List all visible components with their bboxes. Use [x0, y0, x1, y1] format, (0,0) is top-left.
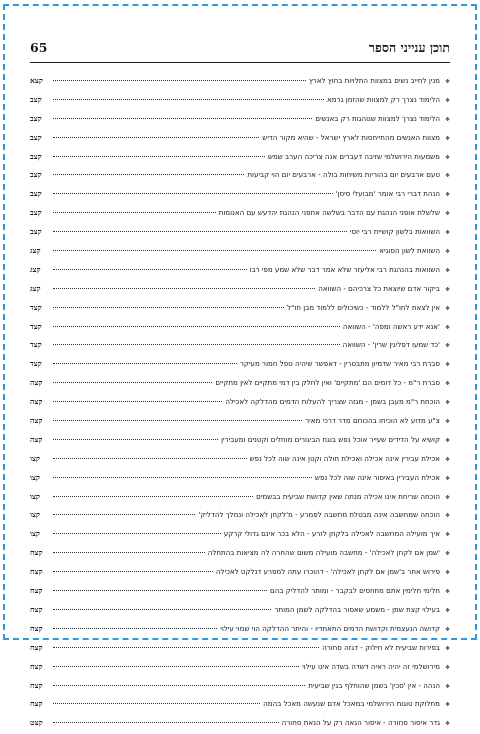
- dot-leader: [53, 609, 271, 610]
- toc-entry-title: אין לצאת לחו"ל ללמוד - כשיכולים ללמוד מבן חו"ל: [287, 302, 440, 312]
- dot-leader: [53, 685, 305, 686]
- toc-entry-page: קצח: [30, 567, 43, 577]
- toc-entry[interactable]: [30, 242, 450, 261]
- toc-entry[interactable]: [30, 695, 450, 714]
- dot-leader: [53, 571, 213, 572]
- toc-entry[interactable]: [30, 658, 450, 677]
- toc-entry-page: קצב: [30, 208, 42, 218]
- diamond-bullet-icon: ❖: [445, 192, 450, 199]
- diamond-bullet-icon: ❖: [445, 664, 450, 671]
- toc-entry-title: הנהת דברי רבי אומר 'מבועלי סיסן': [335, 189, 440, 199]
- toc-entry[interactable]: [30, 336, 450, 355]
- toc-entry-page: קצו: [30, 529, 40, 539]
- toc-entry-page: קצד: [30, 321, 42, 331]
- diamond-bullet-icon: ❖: [445, 154, 450, 161]
- dot-leader: [53, 250, 376, 251]
- diamond-bullet-icon: ❖: [445, 589, 450, 596]
- dot-leader: [53, 628, 217, 629]
- toc-entry[interactable]: [30, 620, 450, 639]
- diamond-bullet-icon: ❖: [445, 79, 450, 85]
- toc-entry-title: מנין לחייב נשים במצוות התלויות בחוץ לארץ: [308, 76, 440, 85]
- toc-entry[interactable]: [30, 261, 450, 280]
- toc-entry[interactable]: [30, 166, 450, 185]
- toc-entry-title: מצוות האנשים מהתייחסות לארץ ישראל - שהיא מקור הדיש: [262, 132, 440, 142]
- diamond-bullet-icon: ❖: [445, 343, 450, 350]
- dot-leader: [53, 269, 247, 270]
- diamond-bullet-icon: ❖: [445, 513, 450, 520]
- toc-entry-page: קצג: [30, 283, 41, 293]
- diamond-bullet-icon: ❖: [445, 645, 450, 652]
- toc-entry-page: קצב: [30, 227, 42, 237]
- toc-entry-page: קצב: [30, 132, 42, 142]
- toc-entry-title: סברת ר"מ - כל דומים הם 'מתקיים' ואין לחלק בין דמי מתקיים לאין מתקיים: [215, 378, 440, 388]
- toc-entry[interactable]: [30, 110, 450, 129]
- toc-entry-page: קצב: [30, 113, 42, 123]
- toc-entry-page: קצה: [30, 378, 43, 388]
- toc-entry-title: קדושה הנעצמית וקדושת הדמים התאחדיו - והיתר ההדלקה הוי שמוי עילוי: [220, 623, 440, 633]
- toc-entry-page: קצד: [30, 302, 42, 312]
- toc-entry-title: הוכחת ר"מ מעבן בשמן - מגזה שצריך להעלות הדמים מהדלקה לאכילה: [225, 397, 440, 407]
- toc-entry[interactable]: [30, 488, 450, 507]
- dot-leader: [53, 590, 267, 591]
- toc-entry-page: קצח: [30, 548, 43, 558]
- dot-leader: [53, 288, 315, 289]
- dot-leader: [53, 666, 299, 667]
- toc-entry[interactable]: [30, 412, 450, 431]
- toc-entry[interactable]: [30, 185, 450, 204]
- toc-entry-title: הלימוד נצרך רק למצוות שהזמן גרמא: [327, 94, 440, 104]
- toc-entry[interactable]: [30, 714, 450, 733]
- dot-leader: [53, 137, 259, 138]
- diamond-bullet-icon: ❖: [445, 305, 450, 312]
- toc-entry-page: קצו: [30, 453, 40, 463]
- dot-leader: [53, 439, 218, 440]
- diamond-bullet-icon: ❖: [445, 249, 450, 256]
- dot-leader: [53, 496, 253, 497]
- toc-entry[interactable]: [30, 223, 450, 242]
- toc-entry-title: 'שמן אם לקחן לאכילה' - מחשבה מועילה משום שהחרה לה מציאות בהתחלה: [207, 548, 440, 558]
- table-of-contents: [30, 72, 450, 733]
- header-rule: [30, 62, 450, 63]
- diamond-bullet-icon: ❖: [445, 626, 450, 633]
- dot-leader: [53, 420, 302, 421]
- toc-entry-title: השוואות בלשון קושיית רבי יוסי: [349, 227, 440, 237]
- diamond-bullet-icon: ❖: [445, 494, 450, 501]
- toc-entry-page: קצה: [30, 434, 43, 444]
- toc-entry[interactable]: [30, 318, 450, 337]
- toc-entry-title: מחלוקת טוגות הירושלמי במאכל אדם שנעשה מאכל בהמה: [263, 699, 440, 709]
- toc-entry-page: קצד: [30, 340, 42, 350]
- dot-leader: [53, 722, 279, 723]
- diamond-bullet-icon: ❖: [445, 551, 450, 558]
- toc-entry[interactable]: [30, 129, 450, 148]
- toc-entry-title: טעם ארבעים יום בהוריות משיחות בולה - ארבעים יום הוי קביעות: [247, 170, 440, 180]
- diamond-bullet-icon: ❖: [445, 230, 450, 237]
- toc-entry-title: סברת רבי מאיר שדמיון מתבטרין - דאפשר שיהיה טפל חמור מעיקר: [239, 359, 440, 369]
- toc-entry[interactable]: [30, 582, 450, 601]
- toc-entry[interactable]: [30, 204, 450, 223]
- toc-entry[interactable]: [30, 431, 450, 450]
- toc-entry-page: קצו: [30, 510, 40, 520]
- dot-leader: [53, 174, 244, 175]
- diamond-bullet-icon: ❖: [445, 173, 450, 180]
- toc-entry[interactable]: [30, 72, 450, 91]
- diamond-bullet-icon: ❖: [445, 570, 450, 577]
- dot-leader: [53, 156, 265, 157]
- toc-entry-title: פירוש אחר ב'שמן אם לקחן לאכילה' - דהוכרו עתה למפרע דנלקט לאכילה: [215, 567, 440, 577]
- toc-entry[interactable]: [30, 601, 450, 620]
- toc-entry-title: 'אנא ידע ראשה ומפה' - השוואה: [342, 321, 440, 331]
- diamond-bullet-icon: ❖: [445, 532, 450, 539]
- toc-entry-title: השוואת לשון הסוגיא: [379, 246, 440, 256]
- toc-entry-title: אכילת עבירין אינה אכילה ואכילת חולה וקטן אינה שוה לכל נפש: [249, 453, 440, 463]
- diamond-bullet-icon: ❖: [445, 475, 450, 482]
- toc-entry-title: גדר איסור סחורה - איסור הגאה רק על הנאת סחורה: [281, 718, 440, 728]
- dot-leader: [53, 326, 340, 327]
- toc-entry-page: קצה: [30, 416, 43, 426]
- toc-entry[interactable]: [30, 677, 450, 696]
- toc-entry-page: קצח: [30, 623, 43, 633]
- toc-entry[interactable]: [30, 148, 450, 167]
- dot-leader: [53, 193, 333, 194]
- toc-entry-page: קצא: [30, 76, 43, 85]
- toc-entry-page: קצט: [30, 718, 43, 728]
- toc-entry[interactable]: [30, 506, 450, 525]
- dot-leader: [53, 99, 324, 100]
- toc-entry[interactable]: [30, 450, 450, 469]
- toc-entry-page: קצב: [30, 170, 42, 180]
- diamond-bullet-icon: ❖: [445, 683, 450, 690]
- dot-leader: [53, 514, 195, 515]
- page-number: 65: [30, 40, 48, 55]
- toc-entry-title: ביקור אדם שיוצאת כל צרכיהם - השוואה: [318, 283, 440, 293]
- toc-entry[interactable]: [30, 639, 450, 658]
- toc-entry-title: הנהה - אין 'סכין' בשמן שהוחלף בגין שביעית: [308, 680, 440, 690]
- diamond-bullet-icon: ❖: [445, 267, 450, 274]
- toc-entry-page: קצח: [30, 680, 43, 690]
- toc-entry-page: קצה: [30, 397, 43, 407]
- toc-entry-page: קצד: [30, 359, 42, 369]
- toc-entry-page: קצח: [30, 604, 43, 614]
- toc-entry[interactable]: [30, 280, 450, 299]
- toc-entry[interactable]: [30, 299, 450, 318]
- dot-leader: [53, 703, 260, 704]
- toc-entry-page: קצג: [30, 246, 41, 256]
- book-title: תוכן ענייני הספר: [368, 40, 450, 55]
- toc-entry-page: קצג: [30, 264, 41, 274]
- dot-leader: [53, 647, 319, 648]
- diamond-bullet-icon: ❖: [445, 135, 450, 142]
- toc-entry[interactable]: [30, 355, 450, 374]
- toc-entry-title: חלימי חלימין אתם מחוזסים לבקבר - ומותר להדליק בהם: [270, 586, 440, 596]
- toc-entry[interactable]: [30, 544, 450, 563]
- toc-entry[interactable]: [30, 563, 450, 582]
- diamond-bullet-icon: ❖: [445, 286, 450, 293]
- dot-leader: [53, 363, 237, 364]
- dot-leader: [53, 401, 222, 402]
- dot-leader: [53, 344, 340, 345]
- toc-entry-title: אכילת העבירין באיסור אינה שוה לכל נפש: [314, 472, 440, 482]
- toc-entry-title: הוכחה שמחשבה אינה מבטלת מחשבה לפמרע - מ'לקחן לאכילה ונמלך להדליק': [198, 510, 440, 520]
- toc-entry-title: צ"ע מדוע לא הוכיחו בהכוחם מדר דרכי מאיר: [305, 416, 440, 426]
- toc-entry-title: בפירות שביעית לא חילוק - דגזה סחורה: [322, 642, 440, 652]
- toc-entry-title: בעילוי קצת שמן - משמע שאסור בהדלקה לשמן המותר: [274, 604, 440, 614]
- toc-entry[interactable]: [30, 91, 450, 110]
- toc-entry-page: קצו: [30, 491, 40, 501]
- dot-leader: [53, 477, 312, 478]
- toc-entry-page: קצב: [30, 189, 42, 199]
- diamond-bullet-icon: ❖: [445, 362, 450, 369]
- diamond-bullet-icon: ❖: [445, 116, 450, 123]
- toc-entry-page: קצח: [30, 699, 43, 709]
- toc-entry-title: קושיא על הדידים שעייר אוכל נפש בוגח הביגורים מוחלים וקטנים ומעבירין: [221, 434, 440, 444]
- toc-entry[interactable]: [30, 393, 450, 412]
- dot-leader: [53, 307, 284, 308]
- toc-entry[interactable]: [30, 469, 450, 488]
- diamond-bullet-icon: ❖: [445, 381, 450, 388]
- toc-entry-title: השוואות בהנהגת רבי אליעזר שלא אמר דבר שלא שמע מפי רבו: [249, 264, 440, 274]
- toc-entry-title: שלשלת אופני הנהגת עם הדבר בשלשה אחפני הנהגת יהדעש עם האנומות: [218, 208, 440, 218]
- diamond-bullet-icon: ❖: [445, 702, 450, 709]
- dot-leader: [53, 382, 212, 383]
- dot-leader: [53, 231, 347, 232]
- toc-entry-page: קצח: [30, 586, 43, 596]
- diamond-bullet-icon: ❖: [445, 211, 450, 218]
- toc-entry-title: 'כד שמעו דפליגין שרין' - השוואה: [342, 340, 440, 350]
- diamond-bullet-icon: ❖: [445, 456, 450, 463]
- dot-leader: [53, 458, 247, 459]
- toc-entry-title: הוכחה שריחת אינו אכילה מנתה שאין קדושת שביעית בבשמים: [256, 491, 440, 501]
- toc-entry-title: משמעות הירושלמי שזיבה דעברים אנה צריכה הערב שמש: [267, 151, 440, 161]
- diamond-bullet-icon: ❖: [445, 437, 450, 444]
- dot-leader: [53, 118, 312, 119]
- toc-entry[interactable]: [30, 525, 450, 544]
- diamond-bullet-icon: ❖: [445, 400, 450, 407]
- running-header: [30, 40, 450, 58]
- diamond-bullet-icon: ❖: [445, 721, 450, 728]
- toc-entry[interactable]: [30, 374, 450, 393]
- diamond-bullet-icon: ❖: [445, 607, 450, 614]
- toc-entry-page: קצב: [30, 151, 42, 161]
- toc-entry-title: איך מועילה המחשבה לאכילה בלקחן לזרע - הלא בכר אינם גדולי קרקע: [223, 529, 440, 539]
- dot-leader: [53, 212, 216, 213]
- diamond-bullet-icon: ❖: [445, 97, 450, 104]
- dot-leader: [53, 552, 205, 553]
- diamond-bullet-icon: ❖: [445, 324, 450, 331]
- toc-entry-page: קצב: [30, 94, 42, 104]
- toc-entry-page: קצח: [30, 642, 43, 652]
- dot-leader: [53, 80, 306, 81]
- diamond-bullet-icon: ❖: [445, 419, 450, 426]
- toc-entry-page: קצח: [30, 661, 43, 671]
- toc-entry-title: מירושלמי זה יהיה ראיה דשדה בשדה אינו עילוי: [302, 661, 440, 671]
- toc-entry-page: קצו: [30, 472, 40, 482]
- dot-leader: [53, 533, 221, 534]
- toc-entry-title: הלימוד נצרך למצוות שנוהגות רק באנשים: [315, 113, 440, 123]
